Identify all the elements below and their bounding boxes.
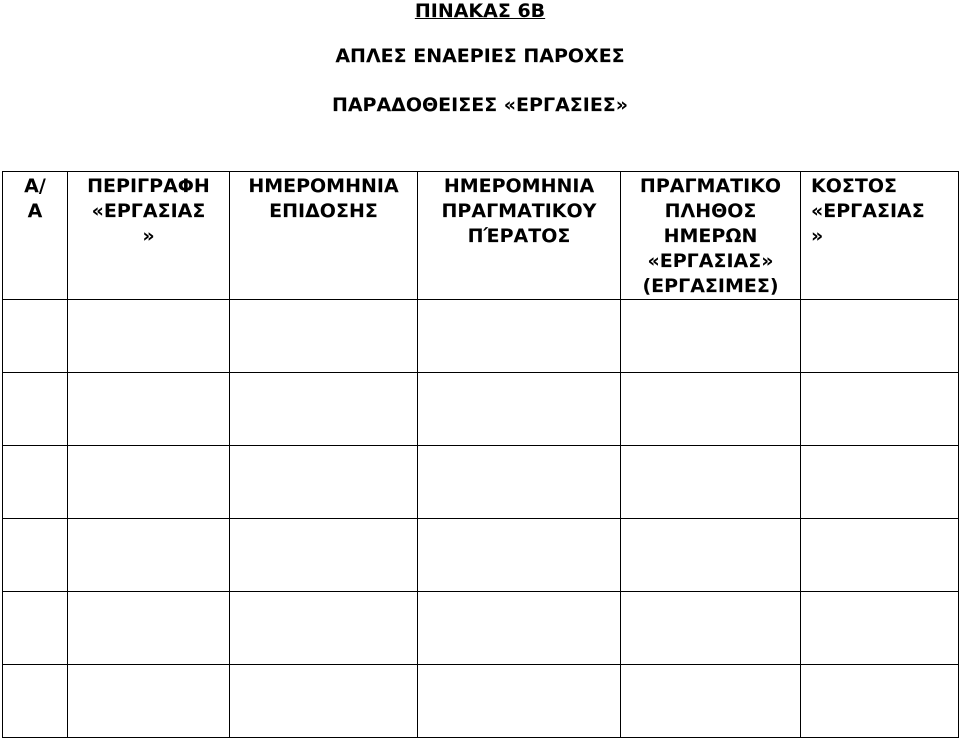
table-cell xyxy=(621,300,801,373)
table-row xyxy=(3,665,959,738)
table-cell xyxy=(230,519,418,592)
table-cell xyxy=(801,300,959,373)
table-cell xyxy=(801,592,959,665)
table-row xyxy=(3,373,959,446)
table-row xyxy=(3,519,959,592)
document-title: ΠΙΝΑΚΑΣ 6Β xyxy=(414,0,546,22)
header-work-cost: ΚΟΣΤΟΣ «ΕΡΓΑΣΙΑΣ » xyxy=(801,172,959,300)
table-row xyxy=(3,446,959,519)
document-subtitle-1: ΑΠΛΕΣ ΕΝΑΕΡΙΕΣ ΠΑΡΟΧΕΣ xyxy=(335,45,625,67)
table-cell xyxy=(418,665,621,738)
deliveries-table xyxy=(2,171,959,738)
table-row xyxy=(3,592,959,665)
table-cell xyxy=(230,446,418,519)
header-work-description: ΠΕΡΙΓΡΑΦΗ «ΕΡΓΑΣΙΑΣ » xyxy=(68,172,230,300)
table-cell xyxy=(3,373,68,446)
table-cell xyxy=(801,519,959,592)
table-cell xyxy=(418,519,621,592)
table-cell xyxy=(801,373,959,446)
table-cell xyxy=(3,519,68,592)
table-cell xyxy=(418,300,621,373)
header-serial-number: Α/ Α xyxy=(3,172,68,300)
table-header-row xyxy=(3,172,959,300)
table-cell xyxy=(621,373,801,446)
header-actual-completion-date: ΗΜΕΡΟΜΗΝΙΑ ΠΡΑΓΜΑΤΙΚΟΥ ΠΈΡΑΤΟΣ xyxy=(418,172,621,300)
table-cell xyxy=(3,300,68,373)
table-cell xyxy=(621,665,801,738)
table-cell xyxy=(230,665,418,738)
table-cell xyxy=(3,665,68,738)
table-cell xyxy=(621,592,801,665)
document-subtitle-2: ΠΑΡΑΔΟΘΕΙΣΕΣ «ΕΡΓΑΣΙΕΣ» xyxy=(331,94,629,116)
table-cell xyxy=(230,592,418,665)
table-cell xyxy=(418,446,621,519)
table-cell xyxy=(68,592,230,665)
table-cell xyxy=(3,592,68,665)
table-cell xyxy=(68,665,230,738)
table-cell xyxy=(801,665,959,738)
table-cell xyxy=(68,446,230,519)
table-cell xyxy=(801,446,959,519)
table-cell xyxy=(621,519,801,592)
table-cell xyxy=(230,373,418,446)
table-cell xyxy=(3,446,68,519)
header-actual-working-days: ΠΡΑΓΜΑΤΙΚΟ ΠΛΗΘΟΣ ΗΜΕΡΩΝ «ΕΡΓΑΣΙΑΣ» (ΕΡΓΑΣΙΜΕΣ) xyxy=(621,172,801,300)
table-cell xyxy=(68,373,230,446)
table-cell xyxy=(418,373,621,446)
table-cell xyxy=(418,592,621,665)
header-delivery-date: ΗΜΕΡΟΜΗΝΙΑ ΕΠΙΔΟΣΗΣ xyxy=(230,172,418,300)
table-cell xyxy=(68,300,230,373)
table-cell xyxy=(621,446,801,519)
table-cell xyxy=(230,300,418,373)
table-cell xyxy=(68,519,230,592)
table-row xyxy=(3,300,959,373)
